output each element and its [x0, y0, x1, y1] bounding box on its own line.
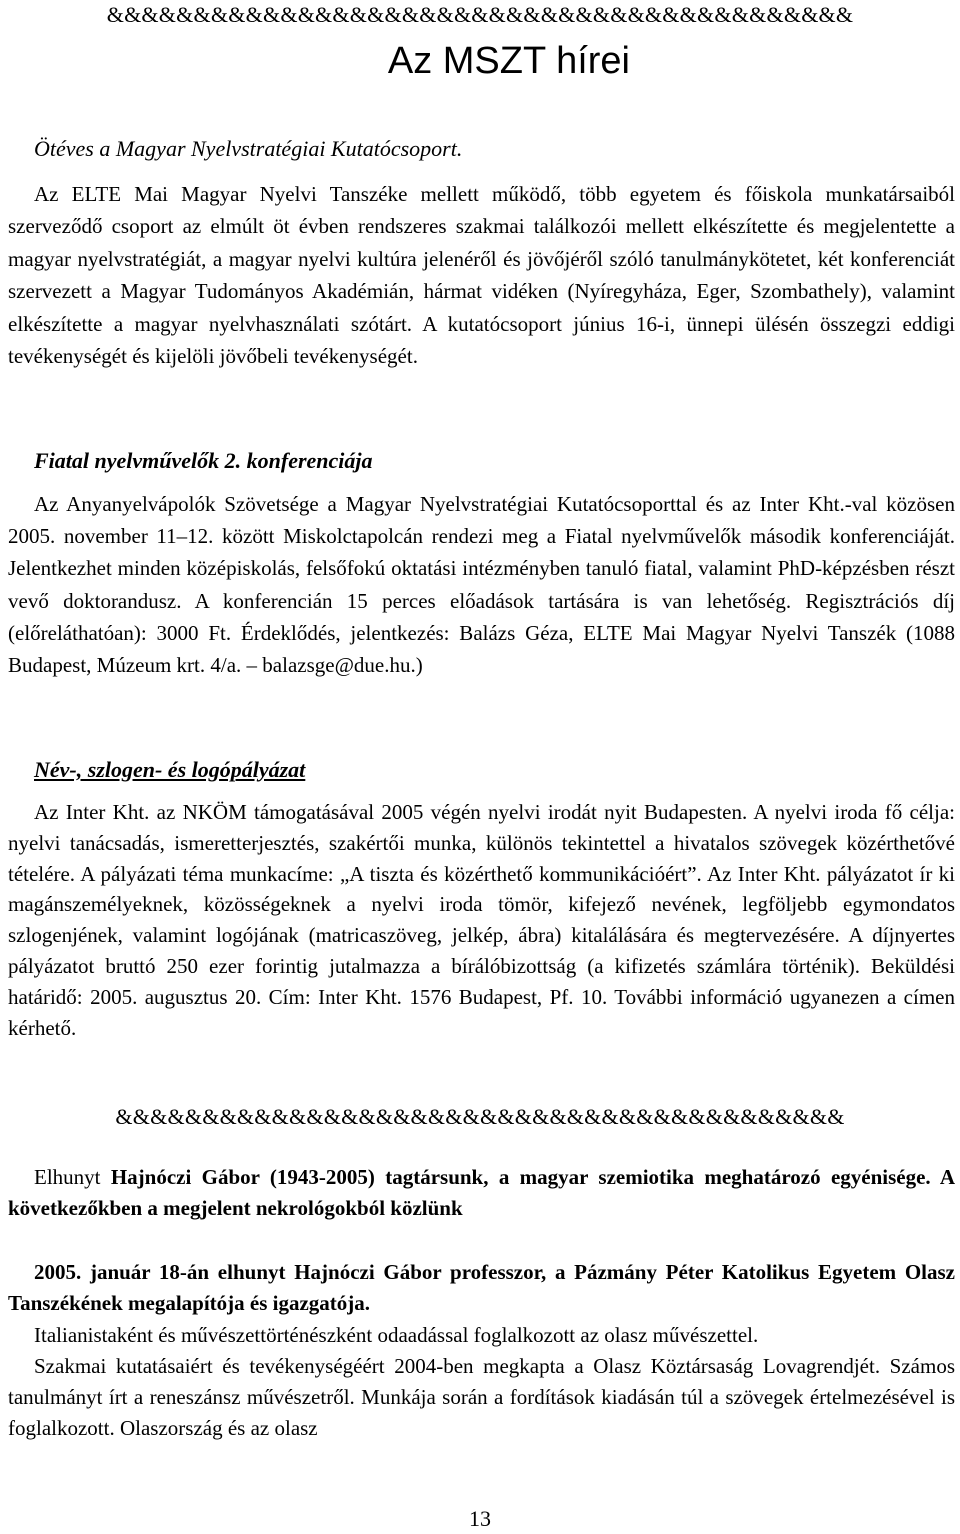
page-title: Az MSZT hírei	[387, 40, 630, 82]
top-separator: &&&&&&&&&&&&&&&&&&&&&&&&&&&&&&&&&&&&&&&&&&&	[106, 2, 854, 27]
section-heading-competition: Név-, szlogen- és logópályázat	[34, 757, 306, 782]
section-body-conference: Az Anyanyelvápolók Szövetsége a Magyar Nyelvstratégiai Kutatócsoporttal és az Inter Kht.-val közösen 2005. november 11–12. között Miskolctapolcán rendezi meg a Fiatal nyelvművelők második konferenciáját. Jelentkezhet minden középiskolás, felsőfokú oktatási intézményben tanuló fiatal, valamint PhD-képzésben részt vevő doktorandusz. A konferencián 15 perces előadások tartására is van lehetőség. Regisztrációs díj (előreláthatóan): 3000 Ft. Érdeklődés, jelentkezés: Balázs Géza, ELTE Mai Magyar Nyelvi Tanszék (1088 Budapest, Múzeum krt. 4/a. – balazsge@due.hu.)	[8, 492, 955, 678]
section-heading-research-group: Ötéves a Magyar Nyelvstratégiai Kutatócsoport.	[34, 136, 463, 161]
obituary-lead	[8, 1257, 955, 1319]
section-body-research-group: Az ELTE Mai Magyar Nyelvi Tanszéke mellett működő, több egyetem és főiskola munkatársaiból szerveződő csoport az elmúlt öt évben rendszeres szakmai találkozói mellett elkészítette és megjelentette a magyar nyelvstratégiát, a magyar nyelvi kultúra jelenéről és jövőjéről szóló tanulmánykötetet, két konferenciát szervezett a Magyar Tudományos Akadémián, hármat vidéken (Nyíregyháza, Eger, Szombathely), valamint elkészítette a magyar nyelvhasználati szótárt. A kutatócsoport június 16-i, ünnepi ülésén összegzi eddigi tevékenységét és kijelöli jövőbeli tevékenységét.	[8, 182, 955, 369]
obituary-intro-bold: Hajnóczi Gábor (1943-2005) tagtársunk, a magyar szemiotika meghatározó egyénisége. A következőkben a megjelent nekrológokból közlünk	[8, 1165, 955, 1220]
obituary-lead-bold: 2005. január 18-án elhunyt Hajnóczi Gábor professzor, a Pázmány Péter Katolikus Egyetem Olasz Tanszékének megalapítója és igazgatója.	[8, 1260, 955, 1315]
obituary-intro-plain: Elhunyt	[34, 1165, 111, 1189]
section-heading-conference: Fiatal nyelvművelők 2. konferenciája	[34, 448, 373, 473]
section-body-competition: Az Inter Kht. az NKÖM támogatásával 2005 végén nyelvi irodát nyit Budapesten. A nyelvi iroda fő célja: nyelvi tanácsadás, ismeretterjesztés, szakértői munka, különös tekintettel a hivatalos szövegek közérthetővé tételére. A pályázati téma munkacíme: „A tiszta és közérthető kommunikációért”. Az Inter Kht. pályázatot ír ki magánszemélyeknek, közösségeknek a nyelvi iroda tömör, kifejező nevének, legföljebb egymondatos szlogenjének, valamint logójának (matricaszöveg, jelkép, ábra) kitalálására és megtervezésére. A díjnyertes pályázatot bruttó 250 ezer forintig jutalmazza a bírálóbizottság (a kifizetés számlára történik). Beküldési határidő: 2005. augusztus 20. Cím: Inter Kht. 1576 Budapest, Pf. 10. További információ ugyanezen a címen kérhető.	[8, 800, 955, 1040]
obituary-intro	[8, 1162, 955, 1224]
mid-separator: &&&&&&&&&&&&&&&&&&&&&&&&&&&&&&&&&&&&&&&&&&	[115, 1104, 845, 1129]
page-number: 13	[469, 1506, 491, 1531]
obituary-line-1: Italianistaként és művészettörténészként odaadással foglalkozott az olasz művészettel.	[34, 1323, 759, 1347]
obituary-body: Szakmai kutatásaiért és tevékenységéért 2004-ben megkapta a Olasz Köztársaság Lovagrendjét. Számos tanulmányt írt a reneszánsz művészetről. Munkája során a fordítások kiadásán túl a szövegek értelmezésével is foglalkozott. Olaszország és az olasz	[8, 1354, 955, 1440]
